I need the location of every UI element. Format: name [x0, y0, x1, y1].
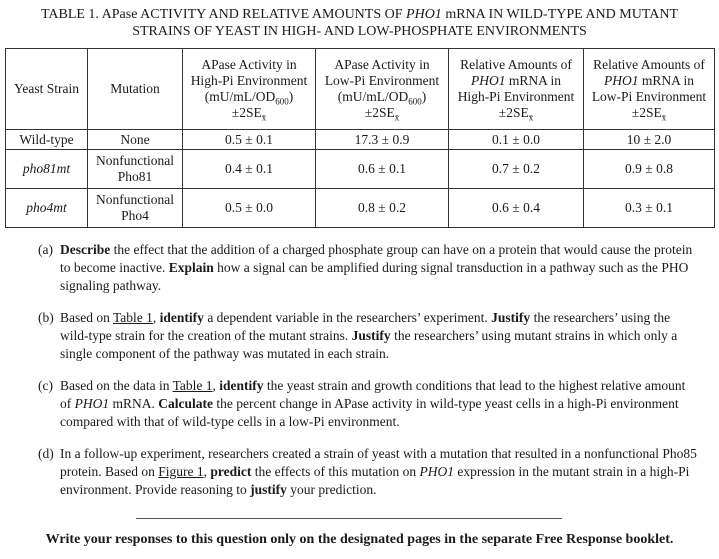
question-label: (b)	[38, 310, 54, 325]
question-c	[38, 377, 698, 431]
table-reference-link[interactable]: Table 1	[172, 378, 213, 393]
header-line: Relative Amounts of	[460, 57, 572, 72]
task-verb: Explain	[168, 260, 214, 275]
question-text: how a signal can be amplified during signal transduction in a pathway such as the PHO signaling pathway.	[60, 260, 689, 293]
cell-mrna-high: 0.1 ± 0.0	[449, 130, 584, 150]
mutation-line: Pho4	[121, 208, 149, 223]
cell-strain: pho4mt	[6, 189, 88, 228]
question-text: the yeast strain and growth conditions that lead to the highest relative amount of	[60, 378, 686, 411]
cell-apase-high: 0.4 ± 0.1	[183, 150, 316, 189]
question-text: a dependent variable in the researchers’ experiment.	[203, 310, 492, 325]
unit-text: (mU/mL/OD	[337, 89, 409, 104]
mutation-line: Nonfunctional	[96, 153, 174, 168]
cell-strain: pho81mt	[6, 150, 88, 189]
question-label: (c)	[38, 378, 53, 393]
header-line	[587, 73, 711, 89]
question-text: ,	[152, 310, 160, 325]
cell-apase-high: 0.5 ± 0.1	[183, 130, 316, 150]
header-line: Low-Pi Environment	[591, 89, 707, 104]
gene-name: PHO1	[419, 464, 454, 479]
question-text: expression in the mutant strain in a high-Pi environment. Provide reasoning to	[60, 464, 690, 497]
header-line: Relative Amounts of	[593, 57, 705, 72]
header-strain: Yeast Strain	[6, 49, 88, 130]
task-verb: identify	[219, 378, 264, 393]
unit-text: (mU/mL/OD	[204, 89, 276, 104]
cell-mutation	[88, 150, 183, 189]
mutation-line: Nonfunctional	[96, 192, 174, 207]
task-verb: Justify	[351, 328, 391, 343]
gene-name: PHO1	[470, 73, 506, 88]
question-text: In a follow-up experiment, researchers created a strain of yeast with a mutation that resulted in a nonfunctional Pho85 protein. Based on	[60, 446, 697, 479]
task-verb: Describe	[60, 242, 111, 257]
caption-line-2: STRAINS OF YEAST IN HIGH- AND LOW-PHOSPHATE ENVIRONMENTS	[132, 24, 587, 39]
header-apase-high	[183, 49, 316, 130]
header-text: mRNA in	[505, 73, 561, 88]
divider	[136, 518, 562, 519]
cell-mutation: None	[88, 130, 183, 150]
cell-mrna-low: 0.9 ± 0.8	[584, 150, 715, 189]
header-line: High-Pi Environment	[457, 89, 575, 104]
cell-mrna-low: 0.3 ± 0.1	[584, 189, 715, 228]
question-text: Based on	[60, 310, 113, 325]
header-mutation: Mutation	[88, 49, 183, 130]
task-verb: justify	[250, 482, 287, 497]
se-subscript: x̄	[394, 112, 400, 123]
figure-reference-link[interactable]: Figure 1	[158, 464, 204, 479]
header-apase-low	[316, 49, 449, 130]
question-label: (a)	[38, 242, 53, 257]
footer-instruction: Write your responses to this question only on the designated pages in the separate Free Response booklet.	[45, 532, 674, 547]
question-text: Based on the data in	[60, 378, 173, 393]
table-row	[6, 130, 715, 150]
se-text: ±2SE	[498, 105, 529, 120]
header-mrna-high	[449, 49, 584, 130]
question-text: the percent change in APase activity in wild-type yeast cells in a high-Pi environment compared with that of wild-type cells in a low-Pi environment.	[60, 396, 679, 429]
header-line	[452, 73, 580, 89]
question-label: (d)	[38, 446, 54, 461]
header-line	[587, 105, 711, 121]
question-text: the effects of this mutation on	[251, 464, 420, 479]
task-verb: identify	[159, 310, 204, 325]
question-text: ,	[203, 464, 211, 479]
se-text: ±2SE	[231, 105, 262, 120]
question-text: your prediction.	[286, 482, 377, 497]
se-subscript: x̄	[528, 112, 534, 123]
question-b	[38, 309, 698, 363]
header-line: APase Activity in	[201, 57, 297, 72]
header-line	[186, 89, 312, 105]
cell-mrna-low: 10 ± 2.0	[584, 130, 715, 150]
caption-line-1	[8, 6, 711, 23]
task-verb: Calculate	[158, 396, 214, 411]
question-text: the effect that the addition of a charged phosphate group can have on a protein that would cause the protein to become inactive.	[60, 242, 693, 275]
se-text: ±2SE	[364, 105, 395, 120]
se-subscript: x̄	[261, 112, 267, 123]
mutation-line: Pho81	[117, 169, 153, 184]
gene-name: PHO1	[603, 73, 639, 88]
question-text: ,	[212, 378, 220, 393]
caption-gene: PHO1	[406, 7, 442, 22]
question-a	[38, 241, 698, 295]
table-reference-link[interactable]: Table 1	[113, 310, 153, 325]
header-line	[452, 105, 580, 121]
cell-mrna-high: 0.6 ± 0.4	[449, 189, 584, 228]
gene-name: PHO1	[74, 396, 110, 411]
se-subscript: x̄	[661, 112, 667, 123]
header-text: mRNA in	[638, 73, 694, 88]
question-text: the researchers’ using mutant strains in which only a single component of the pathway was mutated in each strain.	[60, 328, 678, 361]
cell-mutation	[88, 189, 183, 228]
unit-text: )	[421, 89, 427, 104]
cell-strain: Wild-type	[6, 130, 88, 150]
header-line: APase Activity in	[334, 57, 430, 72]
se-text: ±2SE	[631, 105, 662, 120]
unit-subscript: 600	[408, 96, 422, 107]
question-text: mRNA.	[109, 396, 159, 411]
table-caption	[8, 6, 711, 40]
caption-text: mRNA IN WILD-TYPE AND MUTANT	[441, 7, 679, 22]
table-row	[6, 150, 715, 189]
task-verb: Justify	[491, 310, 531, 325]
header-line	[186, 105, 312, 121]
task-verb: predict	[210, 464, 252, 479]
header-line: High-Pi Environment	[190, 73, 308, 88]
header-line	[319, 89, 445, 105]
unit-text: )	[288, 89, 294, 104]
header-line	[319, 105, 445, 121]
cell-mrna-high: 0.7 ± 0.2	[449, 150, 584, 189]
data-table	[5, 48, 715, 228]
cell-apase-low: 17.3 ± 0.9	[316, 130, 449, 150]
header-row	[6, 49, 715, 130]
cell-apase-low: 0.6 ± 0.1	[316, 150, 449, 189]
question-text: the researchers’ using the wild-type strain for the creation of the mutant strains.	[60, 310, 671, 343]
question-d	[38, 445, 698, 499]
cell-apase-high: 0.5 ± 0.0	[183, 189, 316, 228]
header-line: Low-Pi Environment	[324, 73, 440, 88]
header-mrna-low	[584, 49, 715, 130]
question-list	[38, 241, 698, 513]
caption-text: TABLE 1. APase ACTIVITY AND RELATIVE AMOUNTS OF	[40, 7, 407, 22]
unit-subscript: 600	[275, 96, 289, 107]
cell-apase-low: 0.8 ± 0.2	[316, 189, 449, 228]
table-row	[6, 189, 715, 228]
